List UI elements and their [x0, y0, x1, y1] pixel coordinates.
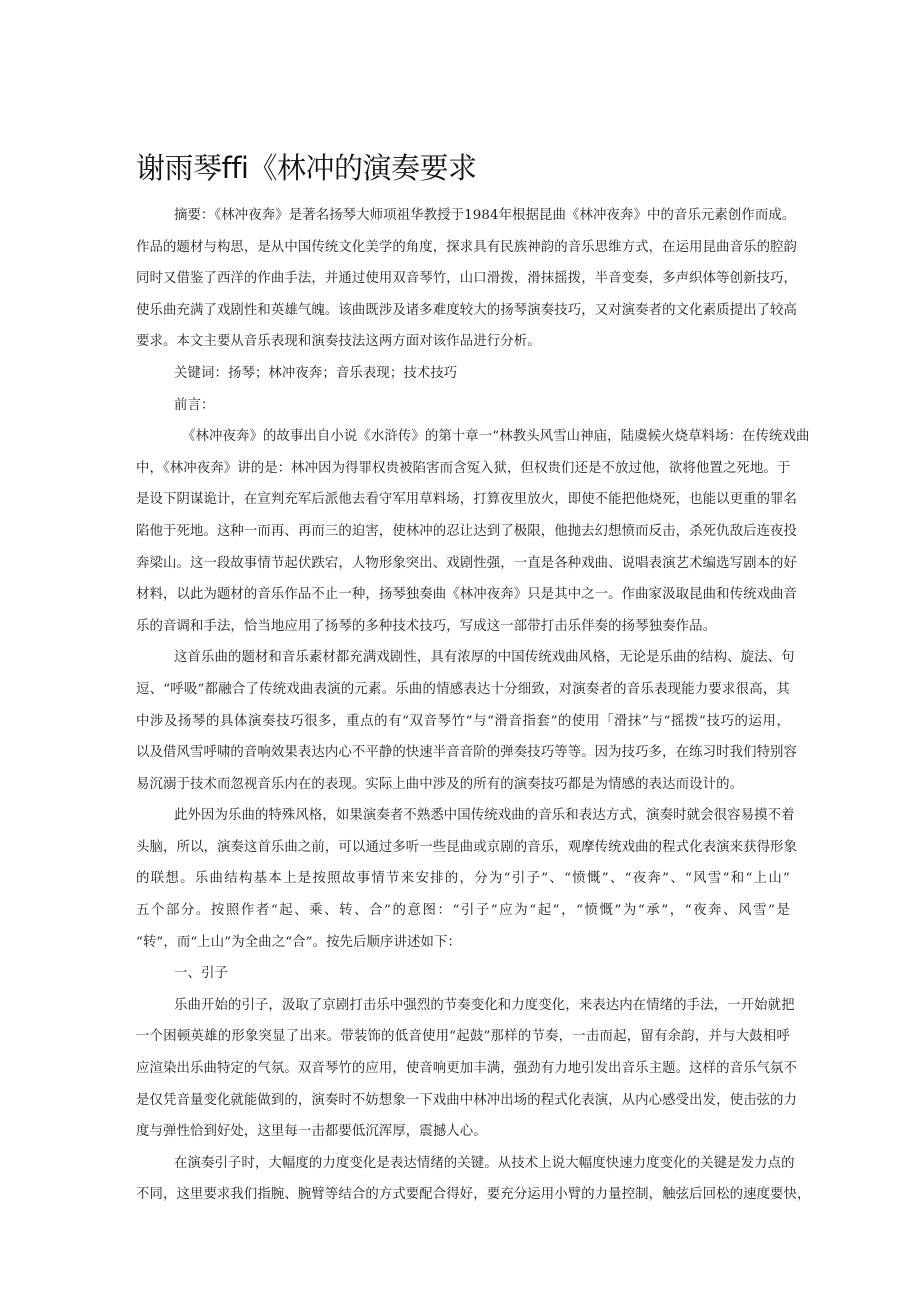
- text-line: 此外因为乐曲的特殊风格，如果演奏者不熟悉中国传统戏曲的音乐和表达方式，演奏时就会很容易摸不着: [174, 808, 795, 824]
- text-line: 头脑，所以，演奏这首乐曲之前，可以通过多听一些昆曲或京剧的音乐，观摩传统戏曲的程式化表演来获得形象: [136, 839, 798, 855]
- text-line: 不同，这里要求我们指腕、腕臂等结合的方式要配合得好，要充分运用小臂的力量控制，触弦后回松的速度要快，: [136, 1187, 811, 1203]
- text-line: 是仅凭音量变化就能做到的，演奏时不妨想象一下戏曲中林冲出场的程式化表演，从内心感受出发，使击弦的力: [136, 1092, 798, 1108]
- text-line: 作品的题材与构思，是从中国传统文化美学的角度，探求具有民族神韵的音乐思维方式，在运用昆曲音乐的腔韵: [136, 239, 798, 255]
- text-line: 同时又借鉴了西洋的作曲手法，并通过使用双音琴竹，山口滑拨，滑抹摇拨，半音变奏，多声织体等创新技巧，: [136, 271, 798, 287]
- text-line: 五个部分。按照作者“起、乘、转、合”的意图：“引子”应为“起”，“愤慨”为“承”，“夜奔、风雪”是: [136, 903, 790, 919]
- text-line: 陷他于死地。这种一而再、再而三的迫害，使林冲的忍让达到了极限，他抛去幻想愤而反击，杀死仇敌后连夜投: [136, 523, 798, 539]
- text-line: 以及借风雪呼啸的音响效果表达内心不平静的快速半音音阶的弹奏技巧等等。因为技巧多，在练习时我们特别容: [136, 745, 798, 761]
- text-line: 这首乐曲的题材和音乐素材都充满戏剧性，具有浓厚的中国传统戏曲风格，无论是乐曲的结构、旋法、句: [174, 650, 795, 666]
- text-line: 中，《林冲夜奔》讲的是：林冲因为得罪权贵被陷害而含冤入狱，但权贵们还是不放过他，欲将他置之死地。于: [136, 460, 791, 476]
- text-line: 乐的音调和手法，恰当地应用了扬琴的多种技术技巧，写成这一部带打击乐伴奏的扬琴独奏作品。: [136, 618, 717, 634]
- text-line: 前言：: [174, 397, 215, 413]
- text-line: 使乐曲充满了戏剧性和英雄气魄。该曲既涉及诸多难度较大的扬琴演奏技巧，又对演奏者的文化素质提出了较高: [136, 302, 798, 318]
- text-line: 摘要：《林冲夜奔》是著名扬琴大师项祖华教授于1984年根据昆曲《林冲夜奔》中的音乐元素创作而成。: [174, 208, 796, 223]
- text-line: 《林冲夜奔》的故事出自小说《水浒传》的第十章一“林教头风雪山神庙，陆虞候火烧草料场：在传统戏曲: [182, 429, 810, 445]
- text-line: 应渲染出乐曲特定的气氛。双音琴竹的应用，使音响更加丰满，强劲有力地引发出音乐主题。这样的音乐气氛不: [136, 1061, 798, 1077]
- text-line: 一个困顿英雄的形象突显了出来。带装饰的低音使用“起鼓”那样的节奏，一击而起，留有余韵，并与大鼓相呼: [136, 1029, 790, 1045]
- text-line: 乐曲开始的引子，汲取了京剧打击乐中强烈的节奏变化和力度变化，来表达内在情绪的手法，一开始就把: [174, 997, 795, 1013]
- document-title: 谢雨琴ffi《林冲的演奏要求: [136, 151, 477, 185]
- text-line: 是设下阴谋诡计，在宣判充军后派他去看守军用草料场，打算夜里放火，即使不能把他烧死，也能以更重的罪名: [136, 492, 798, 508]
- text-line: 逗、“呼吸”都融合了传统戏曲表演的元素。乐曲的情感表达十分细致，对演奏者的音乐表现能力要求很高，其: [136, 681, 790, 697]
- text-line: 奔梁山。这一段故事情节起伏跌宕，人物形象突出、戏剧性强，一直是各种戏曲、说唱表演艺术编选写剧本的好: [136, 555, 798, 571]
- text-line: 中涉及扬琴的具体演奏技巧很多，重点的有“双音琴竹”与“滑音指套”的使用「滑抹”与“摇拨”技巧的运用，: [136, 713, 790, 729]
- text-line: 要求。本文主要从音乐表现和演奏技法这两方面对该作品进行分析。: [136, 334, 541, 350]
- text-line: 在演奏引子时，大幅度的力度变化是表达情绪的关键。从技术上说大幅度快速力度变化的关键是发力点的: [174, 1155, 795, 1171]
- text-line: “转”，而“上山”为全曲之“合”。按先后顺序讲述如下：: [136, 934, 461, 950]
- text-line: 的联想。乐曲结构基本上是按照故事情节来安排的，分为“引子”、“愤慨”、“夜奔”、“风雪”和“上山”: [136, 871, 790, 887]
- text-line: 度与弹性恰到好处，这里每一击都要低沉浑厚，震撼人心。: [136, 1124, 487, 1140]
- text-line: 材料，以此为题材的音乐作品不止一种，扬琴独奏曲《林冲夜奔》只是其中之一。作曲家汲取昆曲和传统戏曲音: [136, 587, 798, 603]
- text-line: 一、引子: [174, 966, 228, 982]
- text-line: 关键词：扬琴；林冲夜奔；音乐表现；技术技巧: [174, 365, 458, 381]
- text-line: 易沉溺于技术而忽视音乐内在的表现。实际上曲中涉及的所有的演奏技巧都是为情感的表达而设计的。: [136, 776, 744, 792]
- document-body: [136, 200, 811, 1211]
